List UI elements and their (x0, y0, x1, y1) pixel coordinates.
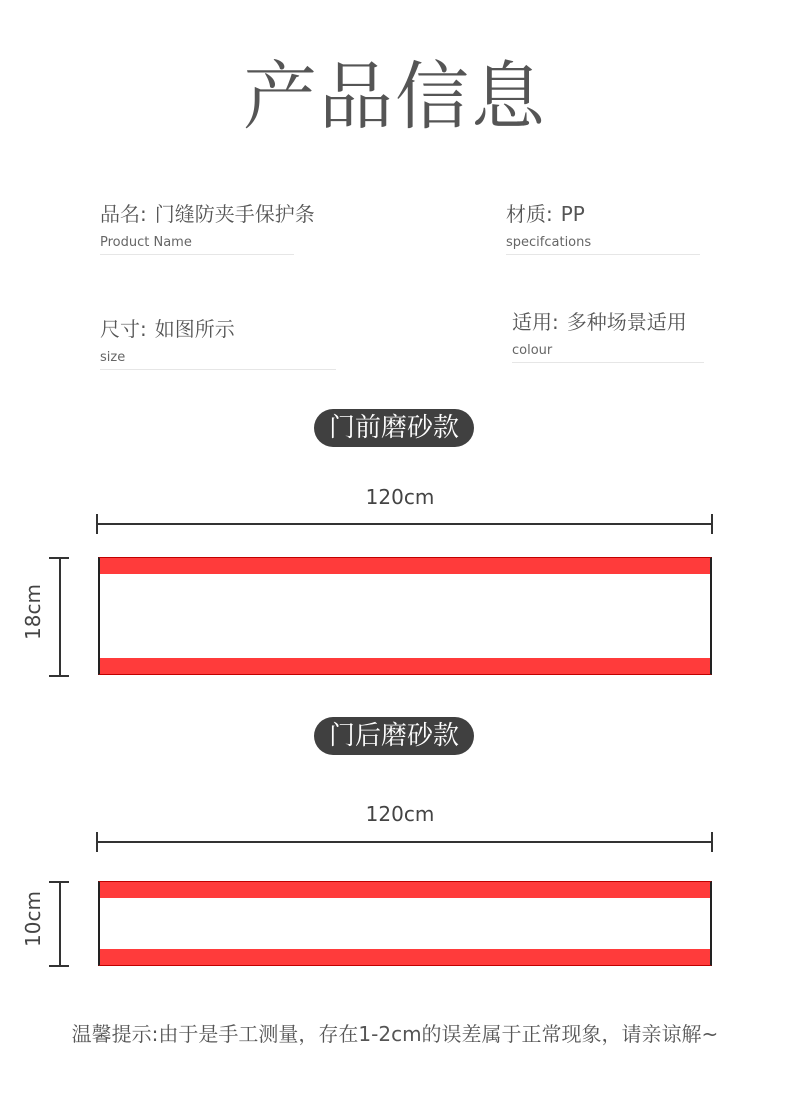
info-sub-label: Product Name (100, 235, 294, 255)
width-dimension-line (97, 523, 713, 525)
footer-note: 温馨提示:由于是手工测量，存在1-2cm的误差属于正常现象，请亲谅解~ (71, 1022, 719, 1046)
height-label: 18cm (21, 584, 45, 640)
red-band-bottom (100, 949, 710, 965)
info-product-name (100, 198, 315, 255)
info-sub-label: specifcations (506, 235, 700, 255)
info-material (506, 198, 700, 255)
product-strip-front (98, 557, 712, 675)
page-title: 产品信息 (243, 54, 547, 140)
variant-badge: 门后磨砂款 (314, 717, 474, 755)
height-label: 10cm (21, 891, 45, 947)
product-strip-back (98, 881, 712, 966)
dimension-tick (711, 514, 713, 534)
width-dimension-line (97, 841, 713, 843)
info-label: 尺寸: (100, 317, 147, 341)
info-value: 如图所示 (154, 317, 235, 341)
info-size (100, 313, 336, 370)
red-band-bottom (100, 658, 710, 674)
red-band-top (100, 882, 710, 898)
height-dimension-line (59, 882, 61, 966)
dimension-tick (49, 881, 69, 883)
dimension-tick (96, 832, 98, 852)
width-label: 120cm (365, 485, 435, 509)
red-band-top (100, 558, 710, 574)
dimension-tick (711, 832, 713, 852)
info-label: 适用: (512, 310, 559, 334)
info-usage (512, 306, 704, 363)
info-sub-label: size (100, 350, 336, 370)
info-label: 材质: (506, 202, 553, 226)
dimension-tick (49, 557, 69, 559)
dimension-tick (96, 514, 98, 534)
width-label: 120cm (365, 802, 435, 826)
info-value: PP (560, 202, 585, 226)
info-label: 品名: (100, 202, 147, 226)
dimension-tick (49, 965, 69, 967)
variant-badge: 门前磨砂款 (314, 409, 474, 447)
height-dimension-line (59, 558, 61, 676)
info-sub-label: colour (512, 343, 704, 363)
info-value: 多种场景适用 (566, 310, 687, 334)
dimension-tick (49, 675, 69, 677)
info-value: 门缝防夹手保护条 (154, 202, 315, 226)
